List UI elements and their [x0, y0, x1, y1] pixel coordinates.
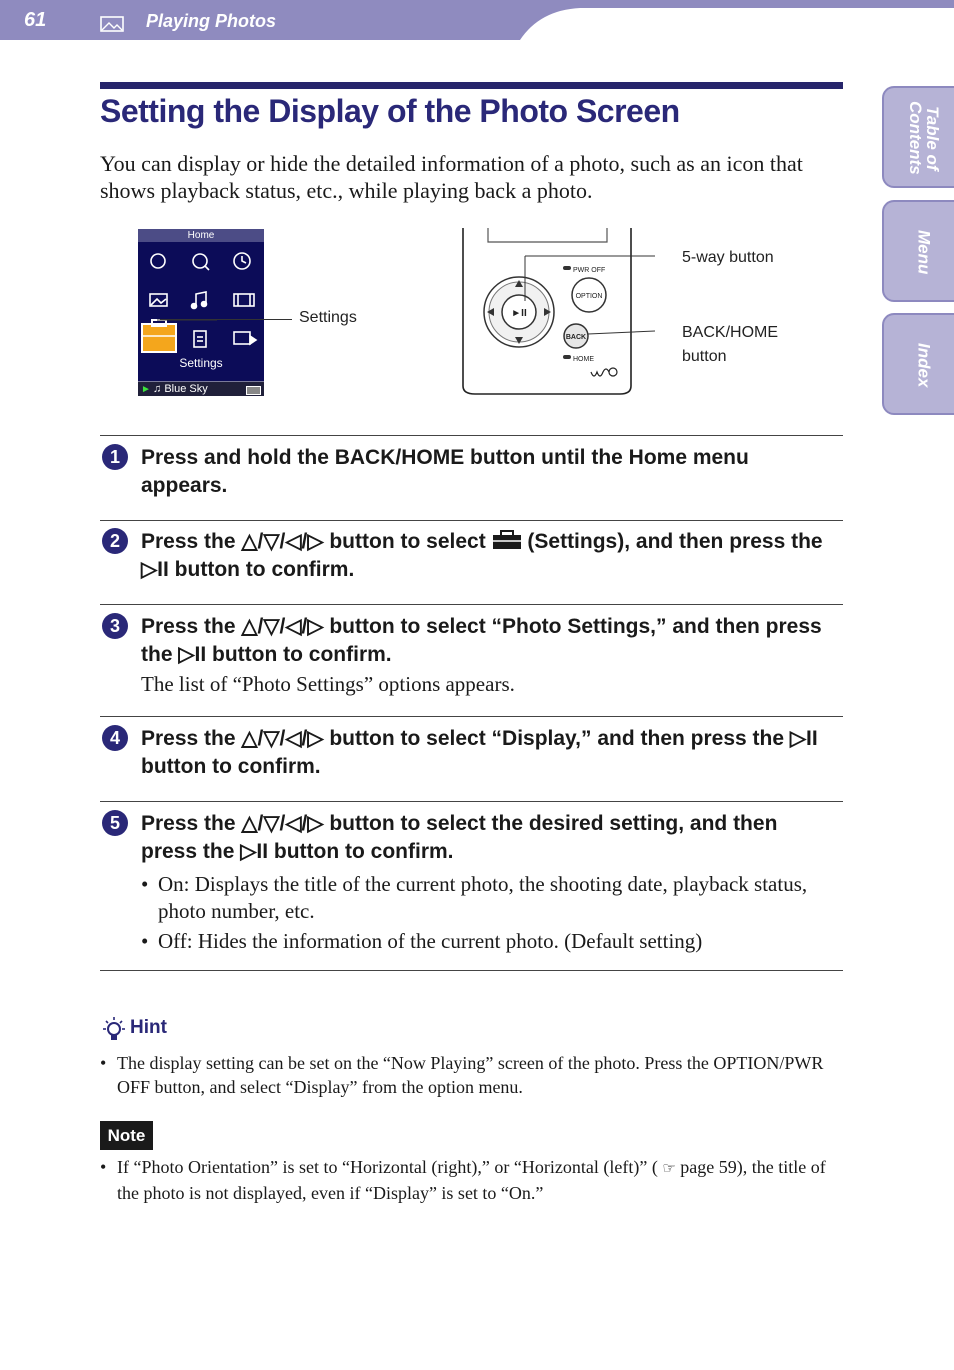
step-text-part: button to confirm. — [273, 840, 454, 863]
play-pause-symbol: ▷II — [141, 558, 169, 581]
svg-text:►II: ►II — [511, 308, 527, 319]
hint-text: The display setting can be set on the “Now Playing” screen of the photo. Press the OPTION/PWR OFF button, and select “Display” from the option menu. — [117, 1053, 824, 1097]
arrow-buttons-symbol: △/▽/◁/▷ — [241, 615, 324, 638]
hint-heading: Hint — [130, 1017, 167, 1038]
step-text-part: button to select the desired setting, and then press the — [141, 812, 778, 863]
page-reference-icon: ☞ — [662, 1161, 676, 1177]
back-home-callout-line1: BACK/HOME — [682, 324, 779, 341]
walkman-logo — [591, 368, 617, 376]
title-rule — [100, 82, 843, 89]
step-3-text — [141, 613, 831, 669]
lightbulb-icon — [100, 1016, 128, 1046]
bullet-dot: • — [100, 1053, 107, 1073]
step-text-part: Press the — [141, 812, 236, 835]
document-icon — [194, 331, 206, 347]
search-icon — [193, 254, 207, 268]
header-band — [0, 0, 954, 40]
step-divider — [100, 970, 843, 971]
arrow-buttons-symbol: △/▽/◁/▷ — [241, 727, 324, 750]
step-1-text: Press and hold the BACK/HOME button until the Home menu appears. — [141, 446, 749, 497]
step-number: 4 — [102, 725, 128, 751]
step-4-text — [141, 725, 831, 781]
step-5-text — [141, 810, 831, 866]
video-icon — [234, 294, 254, 306]
back-home-callout — [682, 321, 778, 369]
step-divider — [100, 435, 843, 436]
play-icon: ► — [141, 384, 151, 395]
note-heading: Note — [100, 1121, 153, 1150]
step-number: 3 — [102, 613, 128, 639]
tab-label: Table of Contents — [906, 101, 942, 175]
folder-icon — [234, 332, 250, 344]
svg-text:HOME: HOME — [573, 356, 594, 363]
settings-leader — [160, 319, 292, 320]
step-text-part: button to confirm. — [212, 643, 392, 666]
play-pause-symbol: ▷II — [178, 643, 207, 666]
step-text-part: (Settings), and then press the — [527, 530, 823, 553]
bullet-dot: • — [141, 872, 149, 896]
step-text-part: button to select “Photo Settings,” and then press the — [141, 615, 822, 666]
battery-icon — [246, 386, 261, 395]
step-divider — [100, 716, 843, 717]
screen-home-title: Home — [138, 229, 264, 242]
tab-index[interactable] — [882, 313, 954, 415]
step-divider — [100, 801, 843, 802]
svg-text:PWR OFF: PWR OFF — [573, 267, 606, 274]
step-2-text — [141, 528, 831, 584]
step-number: 2 — [102, 528, 128, 554]
bullet-dot: • — [141, 929, 149, 953]
arrow-buttons-symbol: △/▽/◁/▷ — [241, 530, 324, 553]
note-text: If “Photo Orientation” is set to “Horizontal (right),” or “Horizontal (left)” ( — [117, 1157, 658, 1177]
option-off-item — [141, 928, 831, 955]
screen-status-bar — [138, 381, 264, 396]
settings-callout-line — [157, 310, 217, 330]
step-3-result: The list of “Photo Settings” options appears. — [141, 672, 515, 696]
option-on-item — [141, 871, 831, 925]
bullet-dot: • — [100, 1157, 107, 1177]
page-title: Setting the Display of the Photo Screen — [100, 93, 680, 129]
tab-table-of-contents[interactable] — [882, 86, 954, 188]
step-divider — [100, 604, 843, 605]
play-pause-symbol: ▷II — [240, 840, 269, 863]
play-pause-symbol: ▷II — [789, 727, 818, 750]
hint-item — [100, 1051, 840, 1099]
photo-icon — [100, 16, 124, 32]
screen-selected-label: Settings — [179, 356, 223, 370]
page-header — [0, 0, 954, 40]
section-title: Playing Photos — [146, 11, 277, 31]
step-number: 1 — [102, 444, 128, 470]
step-text-part: button to confirm. — [141, 755, 321, 778]
step-text-part: button to select “Display,” and then press the — [329, 727, 785, 750]
note-text: the title of the photo is not displayed, even if “Display” is set to “On.” — [117, 1157, 826, 1203]
settings-icon — [492, 530, 522, 550]
step-divider — [100, 520, 843, 521]
arrow-buttons-symbol: △/▽/◁/▷ — [241, 812, 324, 835]
back-home-callout-line2: button — [682, 348, 727, 365]
five-way-callout: 5-way button — [682, 249, 774, 266]
note-item — [100, 1155, 840, 1205]
tab-menu[interactable] — [882, 200, 954, 302]
home-menu-icons — [138, 242, 264, 367]
settings-callout: Settings — [299, 309, 357, 326]
step-text-part: button to select — [329, 530, 486, 553]
page-59-link[interactable]: page 59), — [680, 1157, 748, 1177]
step-text-part: Press the — [141, 530, 236, 553]
device-illustration — [455, 226, 655, 401]
option-on-text: On: Displays the title of the current photo, the shooting date, playback status, photo number, etc. — [158, 872, 808, 923]
screen-song-title: ♫ Blue Sky — [153, 383, 208, 395]
song-name: Blue Sky — [164, 383, 208, 395]
svg-text:OPTION: OPTION — [575, 293, 603, 300]
intro-text: You can display or hide the detailed information of a photo, such as an icon that shows playback status, etc., while playing back a photo. — [100, 151, 803, 203]
step-text-part: Press the — [141, 615, 236, 638]
step-text-part: button to confirm. — [174, 558, 355, 581]
tab-label: Menu — [914, 229, 934, 275]
svg-text:BACK: BACK — [565, 334, 587, 341]
step-text-part: Press the — [141, 727, 236, 750]
step-number: 5 — [102, 810, 128, 836]
tab-label: Index — [914, 342, 934, 388]
page-number: 61 — [24, 9, 47, 31]
option-off-text: Off: Hides the information of the current photo. (Default setting) — [158, 929, 703, 953]
shuffle-icon — [151, 254, 165, 268]
